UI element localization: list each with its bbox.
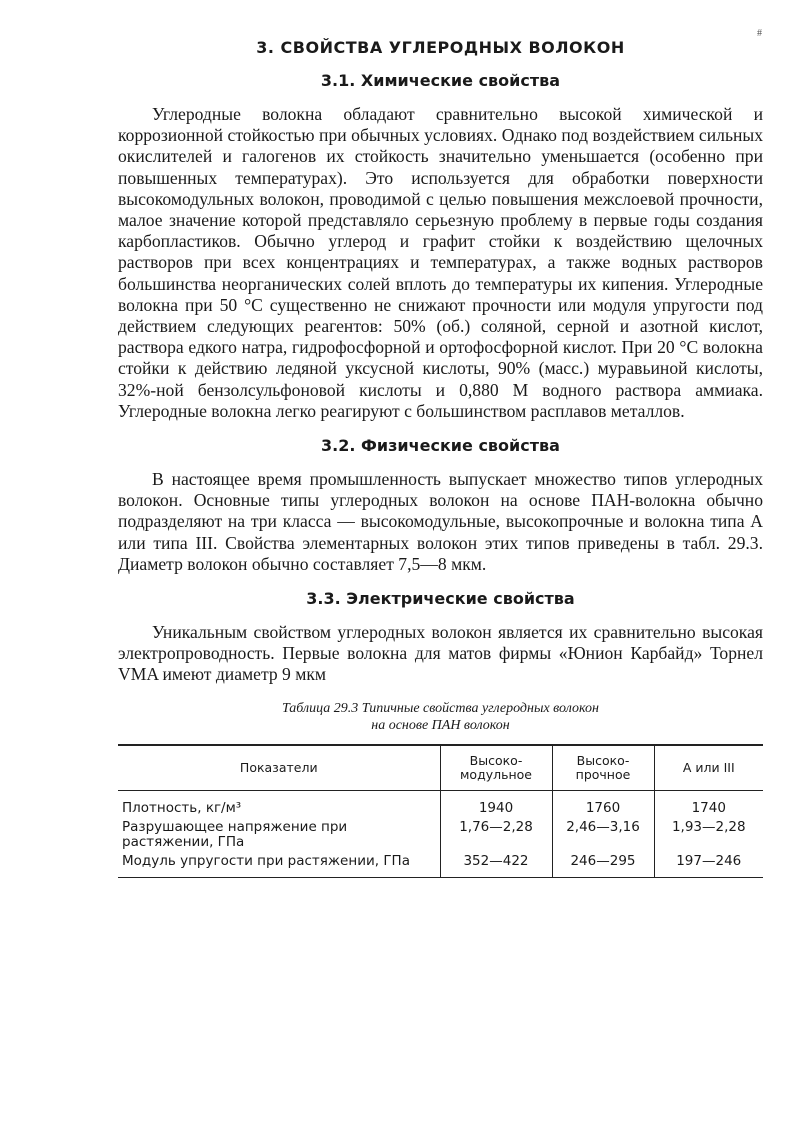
header-high-strength bbox=[552, 745, 654, 791]
cell-value: 1740 bbox=[654, 790, 763, 818]
section-paragraph: Уникальным свойством углеродных волокон является их сравнительно высокая электропроводность. Первые волокна для матов фирмы «Юнион Карбайд» Торнел VMA имеют диаметр 9 мкм bbox=[118, 622, 763, 685]
section-physical bbox=[118, 436, 763, 575]
header-line: Высоко- bbox=[576, 752, 630, 768]
page-mark: # bbox=[757, 28, 762, 39]
header-high-modulus bbox=[440, 745, 552, 791]
cell-value: 352—422 bbox=[440, 852, 552, 878]
section-title: 3.3. Электрические свойства bbox=[306, 589, 575, 609]
section-paragraph: Углеродные волокна обладают сравнительно высокой химической и коррозионной стойкостью при обычных условиях. Однако под воздействием сильных окислителей и галогенов их стойкость значительно уменьшается (особенно при повышенных температурах). Это используется для обработки поверхности высокомодульных волокон, проводимой с целью повышения межслоевой прочности, малое значение которой представляло серьезную проблему в первые годы создания карбопластиков. Обычно углерод и графит стойки к воздействию щелочных растворов при всех концентрациях и температурах, а также водных растворов большинства неорганических солей вплоть до температуры их кипения. Углеродные волокна при 50 °С существенно не снижают прочности или модуля упругости под действием следующих реагентов: 50% (об.) соляной, серной и азотной кислот, раствора едкого натра, гидрофосфорной и ортофосфорной кислот. При 20 °С волокна стойки к действию ледяной уксусной кислоты, 90% (масс.) муравьиной кислоты, 32%-ной бензолсульфоновой кислоты и 0,880 М водного раствора аммиака. Углеродные волокна легко реагируют с большинством расплавов металлов. bbox=[118, 104, 763, 421]
section-paragraph: В настоящее время промышленность выпускает множество типов углеродных волокон. Основные типы углеродных волокон на основе ПАН-волокна обычно подразделяют на три класса — высокомодульные, высокопрочные и волокна типа А или типа III. Свойства элементарных волокон этих типов приведены в табл. 29.3. Диаметр волокон обычно составляет 7,5—8 мкм. bbox=[118, 469, 763, 574]
section-chemical bbox=[118, 71, 763, 422]
header-line: прочное bbox=[575, 766, 631, 782]
table-caption-line: Таблица 29.3 Типичные свойства углеродных волокон bbox=[282, 700, 599, 716]
document-page bbox=[118, 30, 763, 878]
row-label: Плотность, кг/м³ bbox=[122, 799, 242, 816]
cell-value: 1,76—2,28 bbox=[440, 818, 552, 852]
table-header-row bbox=[118, 745, 763, 791]
section-title: 3.2. Физические свойства bbox=[321, 436, 560, 456]
cell-value: 1940 bbox=[440, 790, 552, 818]
table-caption bbox=[118, 700, 763, 734]
section-electrical bbox=[118, 589, 763, 686]
table-row bbox=[118, 818, 763, 852]
table-row bbox=[118, 790, 763, 818]
header-line: модульное bbox=[460, 766, 532, 782]
cell-value: 2,46—3,16 bbox=[552, 818, 654, 852]
section-title: 3.1. Химические свойства bbox=[320, 71, 561, 90]
cell-value: 197—246 bbox=[654, 852, 763, 878]
cell-value: 1760 bbox=[552, 790, 654, 818]
header-type-a: А или III bbox=[654, 745, 763, 791]
header-line: Высоко- bbox=[469, 752, 523, 768]
table-caption-line: на основе ПАН волокон bbox=[371, 717, 510, 733]
row-label: Разрушающее напряжение при растяжении, ГПа bbox=[122, 818, 348, 850]
cell-value: 1,93—2,28 bbox=[654, 818, 763, 852]
table-row bbox=[118, 852, 763, 878]
header-indicator: Показатели bbox=[118, 745, 440, 791]
chapter-title: 3. СВОЙСТВА УГЛЕРОДНЫХ ВОЛОКОН bbox=[256, 38, 625, 57]
properties-table bbox=[118, 744, 763, 878]
row-label: Модуль упругости при растяжении, ГПа bbox=[118, 852, 440, 878]
cell-value: 246—295 bbox=[552, 852, 654, 878]
